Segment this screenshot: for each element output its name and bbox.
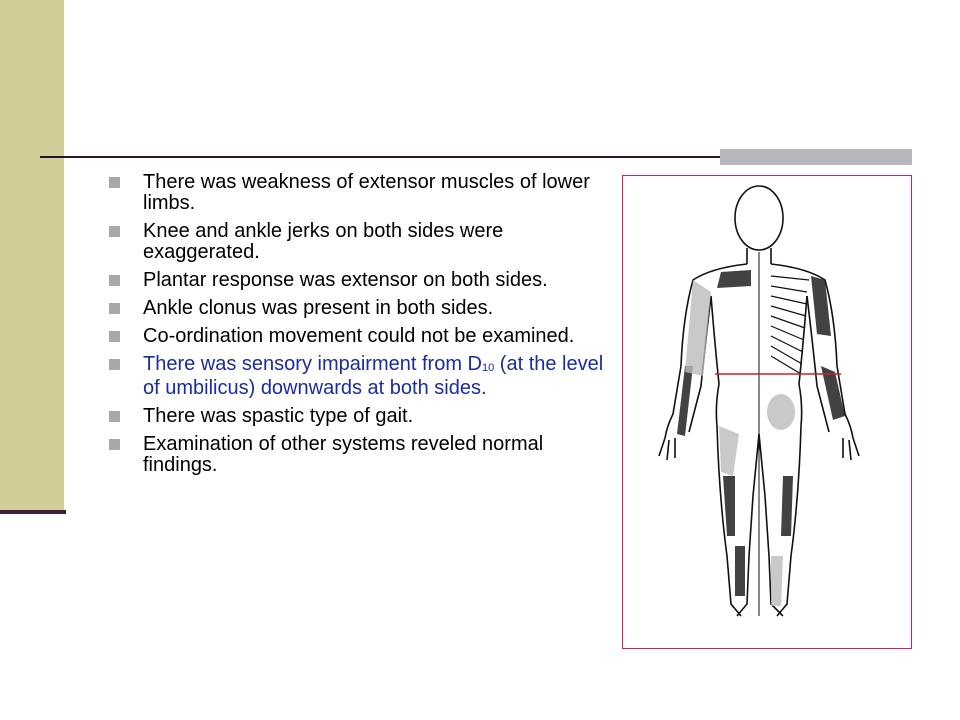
bullet-text: There was weakness of extensor muscles of lower limbs.: [143, 171, 590, 214]
bullet-item-gait: [108, 406, 608, 427]
square-bullet-icon: [109, 359, 120, 370]
bullet-subscript: 10: [481, 362, 495, 374]
bullet-item-sensory: [108, 354, 608, 399]
bullet-text: Ankle clonus was present in both sides.: [143, 297, 494, 319]
square-bullet-icon: [109, 439, 120, 450]
side-decor-band: [0, 0, 64, 512]
bullet-item-jerks: [108, 221, 608, 263]
title-divider-rule: [40, 156, 720, 158]
bullet-list: [108, 172, 608, 483]
square-bullet-icon: [109, 226, 120, 237]
square-bullet-icon: [109, 411, 120, 422]
bullet-text: Knee and ankle jerks on both sides were exaggerated.: [143, 220, 504, 263]
square-bullet-icon: [109, 177, 120, 188]
bullet-text-before: There was sensory impairment from D: [143, 353, 482, 375]
square-bullet-icon: [109, 275, 120, 286]
bullet-item-coordination: [108, 326, 608, 347]
bullet-item-other-systems: [108, 434, 608, 476]
bullet-item-plantar: [108, 270, 608, 291]
square-bullet-icon: [109, 331, 120, 342]
title-divider-accent: [720, 149, 912, 165]
side-decor-rule: [0, 510, 66, 514]
bullet-text: Plantar response was extensor on both sides.: [143, 269, 548, 291]
bullet-text: There was spastic type of gait.: [143, 405, 414, 427]
bullet-item-weakness: [108, 172, 608, 214]
dermatome-map-drawing: [623, 176, 911, 648]
bullet-item-clonus: [108, 298, 608, 319]
dermatome-figure: [622, 175, 912, 649]
bullet-text: Examination of other systems reveled normal findings.: [143, 433, 544, 476]
square-bullet-icon: [109, 303, 120, 314]
bullet-text: Co-ordination movement could not be examined.: [143, 325, 575, 347]
bullet-text-after: (at the level of umbilicus) downwards at both sides.: [143, 353, 604, 399]
